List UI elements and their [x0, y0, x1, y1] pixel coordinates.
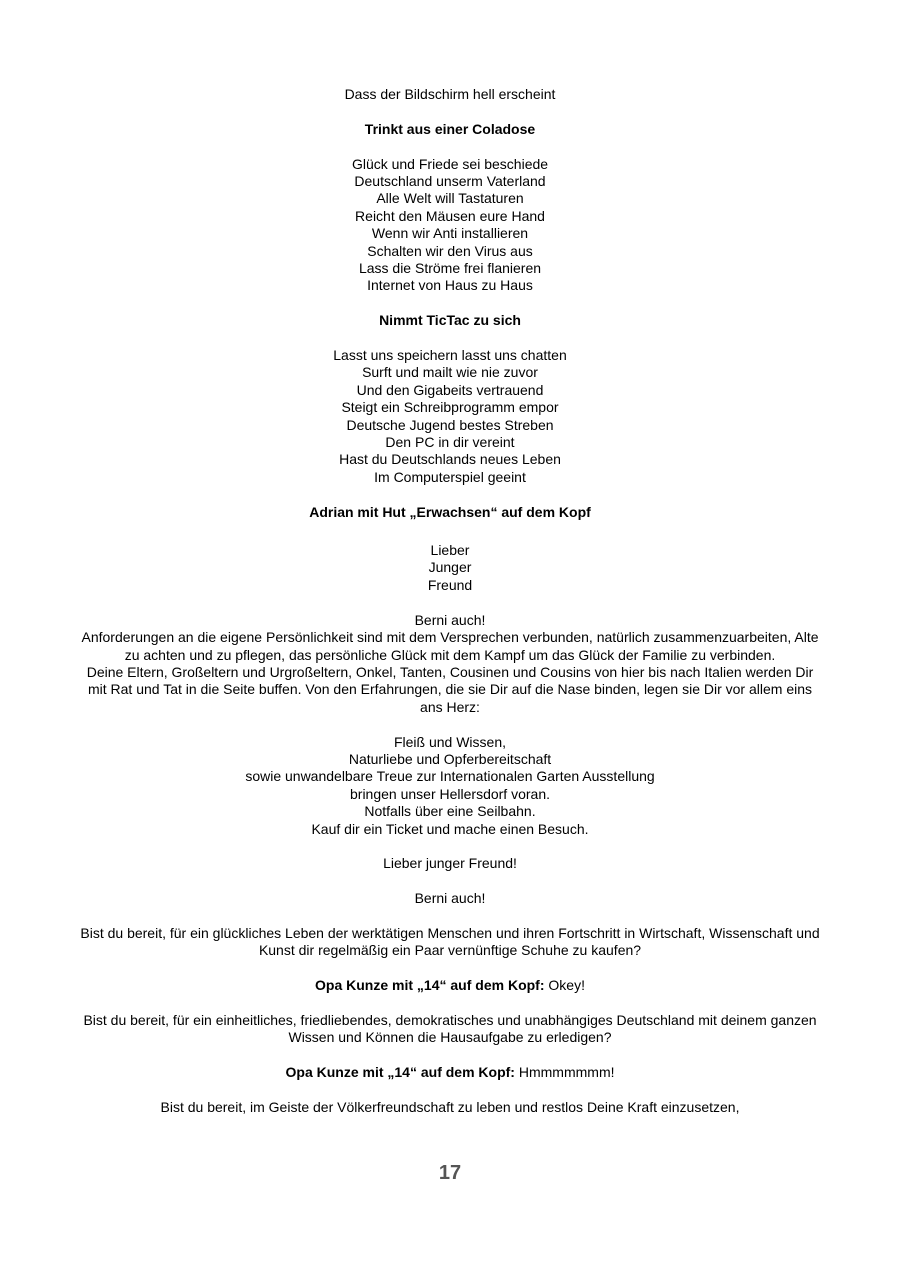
- question: Bist du bereit, im Geiste der Völkerfreundschaft zu leben und restlos Deine Kraft einzusetzen,: [160, 1098, 740, 1115]
- answer: [80, 977, 820, 994]
- stage-direction: Adrian mit Hut „Erwachsen“ auf dem Kopf: [309, 503, 591, 520]
- question: Bist du bereit, für ein glückliches Leben der werktätigen Menschen und ihren Fortschritt in Wirtschaft, Wissenschaft und Kunst dir regelmäßig ein Paar vernünftige Schuhe zu kaufen?: [80, 924, 820, 959]
- values-line: sowie unwandelbare Treue zur Internationalen Garten Ausstellung: [245, 768, 655, 785]
- speech-line: Berni auch!: [414, 611, 486, 628]
- greeting-line: Freund: [427, 576, 473, 593]
- verse-line: Deutschland unserm Vaterland: [354, 173, 546, 189]
- verse-line: Glück und Friede sei beschiede: [351, 155, 549, 172]
- verse-line: Den PC in dir vereint: [385, 434, 515, 451]
- verse-line: Wenn wir Anti installieren: [371, 225, 529, 242]
- speaker-name: Opa Kunze mit „14“ auf dem Kopf:: [285, 1064, 515, 1081]
- stanza: [80, 347, 820, 486]
- stage-direction: Trinkt aus einer Coladose: [364, 120, 536, 137]
- document-page: [80, 86, 820, 1134]
- stanza: [80, 156, 820, 295]
- greeting-line: Junger: [428, 559, 472, 576]
- verse-line: Hast du Deutschlands neues Leben: [339, 451, 561, 468]
- question: Bist du bereit, für ein einheitliches, friedliebendes, demokratisches und unabhängiges Deutschland mit deinem ganzen Wissen und Können die Hausaufgabe zu erledigen?: [83, 1011, 817, 1046]
- verse-line: Alle Welt will Tastaturen: [376, 190, 524, 207]
- verse-line: Reicht den Mäusen eure Hand: [355, 207, 545, 224]
- values-line: Notfalls über eine Seilbahn.: [364, 803, 536, 820]
- verse-line: Surft und mailt wie nie zuvor: [362, 364, 538, 381]
- stanza-intro: [80, 86, 820, 103]
- values-line: Fleiß und Wissen,: [393, 733, 507, 750]
- verse-line: Lass die Ströme frei flanieren: [358, 260, 542, 277]
- address-line: Lieber junger Freund!: [383, 855, 517, 872]
- speech-paragraph: Deine Eltern, Großeltern und Urgroßeltern, Onkel, Tanten, Cousinen und Cousins von hier bis nach Italien werden Dir mit Rat und Tat in die Seite buffen. Von den Erfahrungen, die sie Dir auf die Nase binden, legen sie Dir vor allem eins ans Herz:: [86, 663, 814, 715]
- values-line: Kauf dir ein Ticket und mache einen Besuch.: [311, 820, 589, 837]
- verse-line: Internet von Haus zu Haus: [367, 277, 533, 294]
- response-line: Berni auch!: [414, 890, 486, 907]
- answer-text: Okey!: [544, 977, 585, 994]
- verse-line: Im Computerspiel geeint: [374, 468, 526, 485]
- greeting: [80, 542, 820, 594]
- verse-line: Lasst uns speichern lasst uns chatten: [333, 347, 567, 364]
- answer-text: Hmmmmmmm!: [514, 1064, 615, 1081]
- values-line: Naturliebe und Opferbereitschaft: [348, 750, 552, 767]
- greeting-line: Lieber: [430, 542, 470, 559]
- verse-line: Schalten wir den Virus aus: [367, 242, 533, 259]
- speech-paragraph: Anforderungen an die eigene Persönlichkeit sind mit dem Versprechen verbunden, natürlich zusammenzuarbeiten, Alte zu achten und zu pflegen, das persönliche Glück mit dem Kampf um das Glück der Familie zu verbinden.: [81, 629, 819, 663]
- answer: [80, 1064, 820, 1081]
- speaker-name: Opa Kunze mit „14“ auf dem Kopf:: [315, 977, 545, 994]
- verse-line: Steigt ein Schreibprogramm empor: [341, 399, 559, 416]
- values-list: [80, 734, 820, 838]
- verse-line: Dass der Bildschirm hell erscheint: [344, 86, 556, 102]
- stage-direction: Nimmt TicTac zu sich: [379, 312, 521, 329]
- page-number: 17: [438, 1162, 462, 1184]
- verse-line: Und den Gigabeits vertrauend: [356, 381, 544, 398]
- verse-line: Deutsche Jugend bestes Streben: [346, 416, 554, 433]
- speech: [80, 612, 820, 716]
- values-line: bringen unser Hellersdorf voran.: [350, 785, 550, 802]
